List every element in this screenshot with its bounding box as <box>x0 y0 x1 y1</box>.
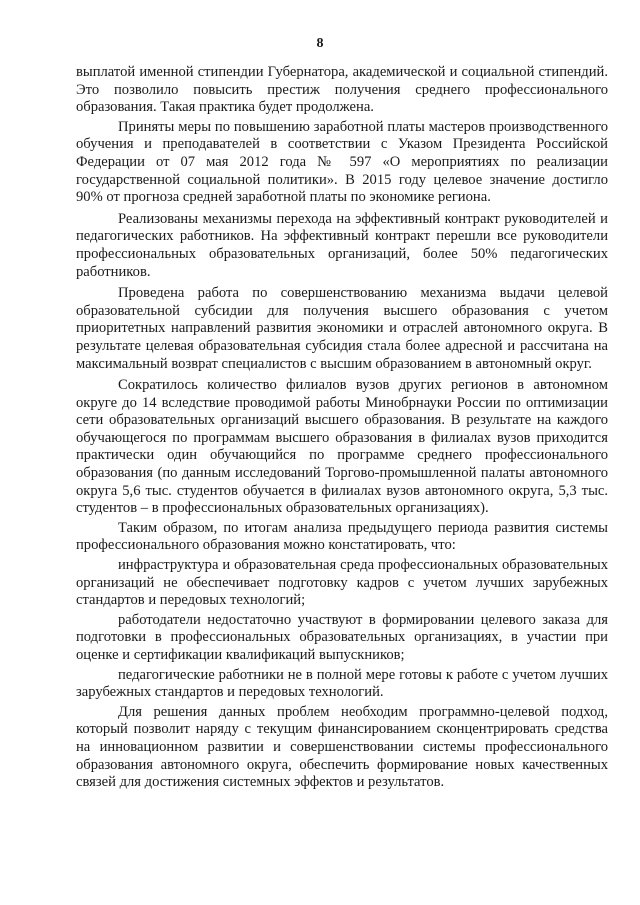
paragraph-scholarship: выплатой именной стипендии Губернатора, академической и социальной стипендий. Это позволило повысить престиж получения среднего профессионального образования. Такая практика будет продолжена. <box>76 64 608 116</box>
document-body <box>76 64 608 794</box>
list-item-employers: работодатели недостаточно участвуют в формировании целевого заказа для подготовки в профессиональных образовательных организациях, в участии при оценке и сертификации квалификаций выпускников; <box>76 611 608 663</box>
paragraph-salary-measures: Приняты меры по повышению заработной платы мастеров производственного обучения и преподавателей в соответствии с Указом Президента Российской Федерации от 07 мая 2012 года № 597 «О мероприятиях по реализации государственной социальной политики». В 2015 году целевое значение достигло 90% от прогноза средней заработной платы по экономике региона. <box>76 118 608 206</box>
paragraph-program-approach: Для решения данных проблем необходим программно-целевой подход, который позволит наряду с текущим финансированием сконцентрировать средства на инновационном развитии и совершенствовании системы профессионального образования автономного округа, обеспечить формирование новых качественных связей для достижения системных эффектов и результатов. <box>76 703 608 791</box>
paragraph-target-subsidy: Проведена работа по совершенствованию механизма выдачи целевой образовательной субсидии для получения высшего образования с учетом приоритетных направлений развития экономики и отраслей автономного округа. В результате целевая образовательная субсидия стала более адресной и рассчитана на максимальный возврат специалистов с высшим образованием в автономный округ. <box>76 285 608 372</box>
page-number: 8 <box>316 36 324 51</box>
paragraph-effective-contract: Реализованы механизмы перехода на эффективный контракт руководителей и педагогических работников. На эффективный контракт перешли все руководители профессиональных образовательных организаций, более 50% педагогических работников. <box>76 210 608 280</box>
paragraph-university-branches: Сократилось количество филиалов вузов других регионов в автономном округе до 14 вследствие проводимой работы Минобрнауки России по оптимизации сети образовательных организаций высшего образования. В результате на каждого обучающегося по программам высшего образования в филиалах вузов приходится практически один обучающийся по программе среднего профессионального образования (по данным исследований Торгово-промышленной палаты автономного округа 5,6 тыс. студентов обучается в филиалах вузов автономного округа, 5,3 тыс. студентов – в профессиональных образовательных организациях). <box>76 377 608 517</box>
paragraph-analysis-summary: Таким образом, по итогам анализа предыдущего периода развития системы профессионального образования можно констатировать, что: <box>76 519 608 554</box>
list-item-infrastructure: инфраструктура и образовательная среда профессиональных образовательных организаций не обеспечивает подготовку кадров с учетом лучших зарубежных стандартов и передовых технологий; <box>76 557 608 609</box>
list-item-teachers: педагогические работники не в полной мере готовы к работе с учетом лучших зарубежных стандартов и передовых технологий. <box>76 666 608 701</box>
